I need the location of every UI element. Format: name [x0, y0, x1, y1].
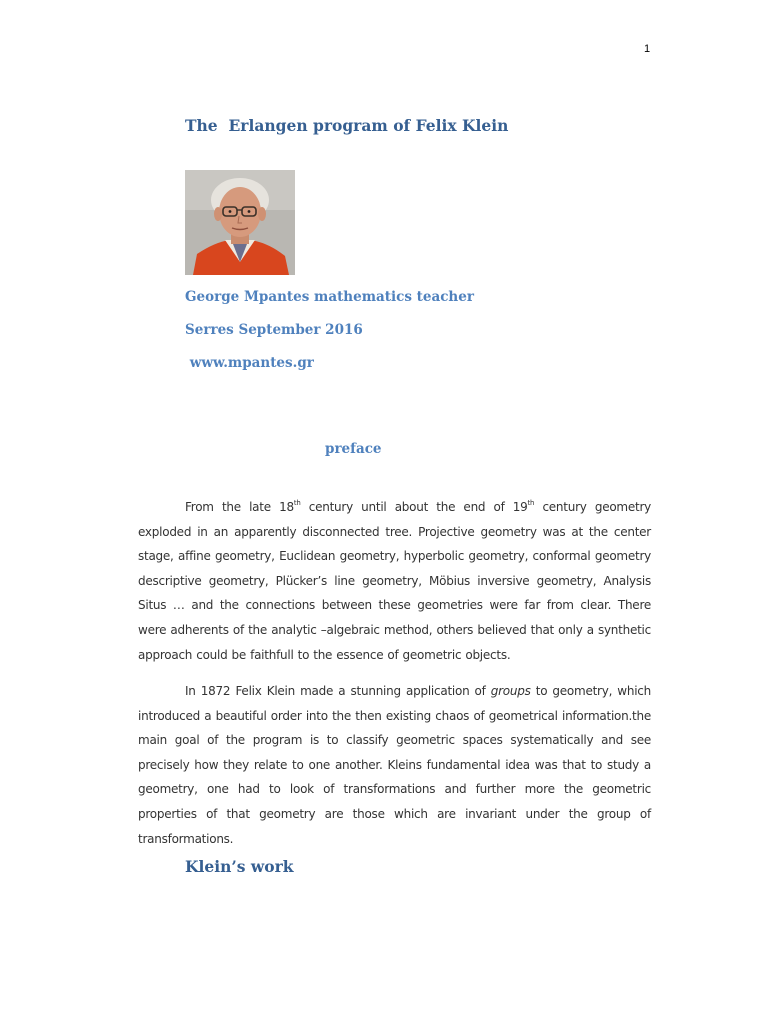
website-link[interactable]: www.mpantes.gr — [185, 355, 314, 371]
author-portrait-icon — [185, 170, 295, 275]
author-photo — [185, 170, 295, 275]
author-line: George Mpantes mathematics teacher — [185, 289, 474, 305]
section-heading: Klein’s work — [185, 857, 294, 876]
place-date: Serres September 2016 — [185, 322, 363, 338]
preface-paragraph-2: In 1872 Felix Klein made a stunning application of groups to geometry, which introduced a beautiful order into the then existing chaos of geometrical information.the main goal of the program is to classify geometric spaces systematically and see precisely how they relate to one another. Kleins fundamental idea was that to study a geometry, one had to look of transformations and further more the geometric properties of that geometry are those which are invariant under the group of transformations. — [138, 684, 651, 846]
preface-heading: preface — [325, 441, 382, 457]
preface-paragraph-1: From the late 18th century until about the end of 19th century geometry exploded in an apparently disconnected tree. Projective geometry was at the center stage, affine geometry, Euclidean geometry, hyperbolic geometry, conformal geometry descriptive geometry, Plücker’s line geometry, Möbius inversive geometry, Analysis Situs … and the connections between these geometries were far from clear. There were adherents of the analytic –algebraic method, others believed that only a synthetic approach could be faithfull to the essence of geometric objects. — [138, 499, 651, 662]
page-number: 1 — [644, 43, 651, 55]
document-title: The Erlangen program of Felix Klein — [185, 116, 509, 135]
